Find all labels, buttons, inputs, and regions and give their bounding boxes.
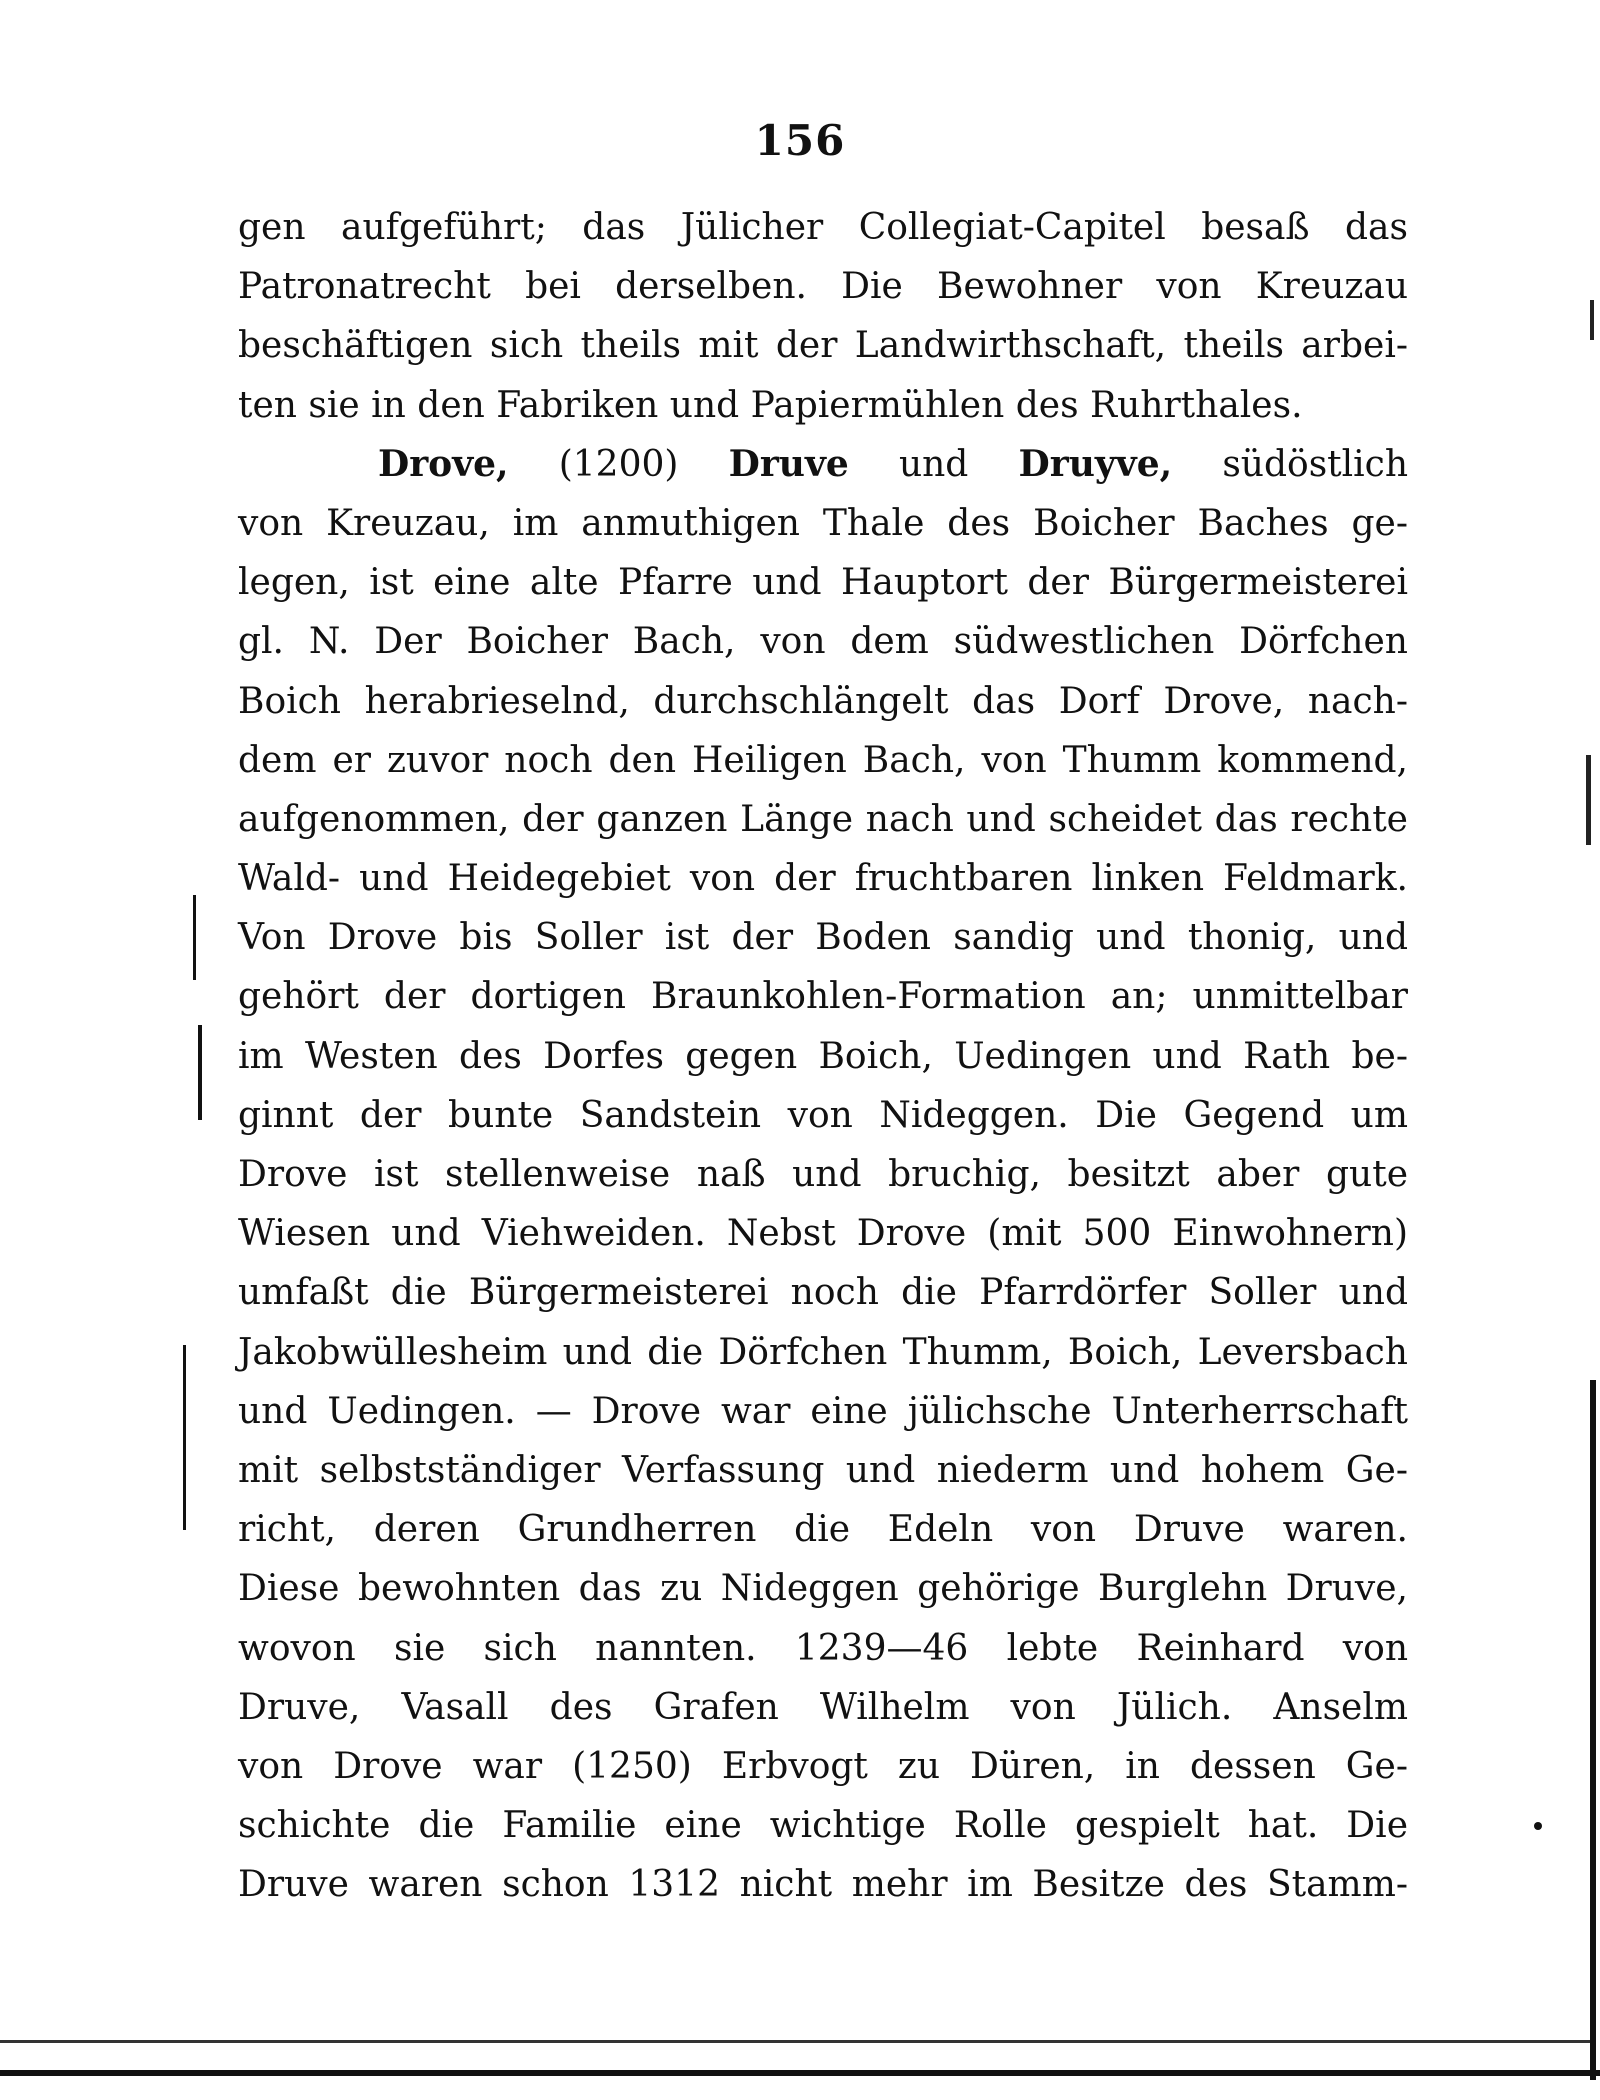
text-line: aufgenommen, der ganzen Länge nach und scheidet das rechte (238, 798, 1408, 840)
text-line: beschäftigen sich theils mit der Landwirthschaft, theils arbei- (238, 325, 1408, 367)
margin-mark (183, 1345, 186, 1530)
text-line: ten sie in den Fabriken und Papiermühlen des Ruhrthales. (238, 384, 1303, 426)
scan-rule (0, 2040, 1590, 2043)
text-line: umfaßt die Bürgermeisterei noch die Pfarrdörfer Soller und (238, 1272, 1408, 1314)
text-line: richt, deren Grundherren die Edeln von Druve waren. (238, 1509, 1408, 1551)
text-line: gehört der dortigen Braunkohlen-Formation an; unmittelbar (238, 976, 1408, 1018)
text-line: Patronatrecht bei derselben. Die Bewohner von Kreuzau (238, 266, 1408, 308)
text-line: im Westen des Dorfes gegen Boich, Uedingen und Rath be- (238, 1035, 1408, 1077)
text-line: Wald- und Heidegebiet von der fruchtbaren linken Feldmark. (238, 858, 1408, 900)
text-line: Von Drove bis Soller ist der Boden sandig und thonig, und (238, 917, 1408, 959)
text-line: und Uedingen. — Drove war eine jülichsche Unterherrschaft (238, 1390, 1408, 1432)
page-edge-mark (1590, 300, 1594, 340)
text-line: wovon sie sich nannten. 1239—46 lebte Reinhard von (238, 1627, 1408, 1669)
text-line: dem er zuvor noch den Heiligen Bach, von Thumm kommend, (238, 739, 1408, 781)
text-line: Drove ist stellenweise naß und bruchig, besitzt aber gute (238, 1154, 1408, 1195)
body-text (238, 198, 1408, 1914)
text-line: Wiesen und Viehweiden. Nebst Drove (mit 500 Einwohnern) (238, 1213, 1408, 1255)
text-line: mit selbstständiger Verfassung und niederm und hohem Ge- (238, 1449, 1408, 1491)
entry-year: (1200) (558, 443, 679, 485)
text-line: schichte die Familie eine wichtige Rolle gespielt hat. Die (238, 1805, 1408, 1847)
scan-rule (0, 2070, 1600, 2076)
text-line: von Drove war (1250) Erbvogt zu Düren, in dessen Ge- (238, 1745, 1408, 1787)
entry-name-druyve: Druyve, (1018, 442, 1173, 485)
margin-mark (193, 895, 196, 980)
entry-heading-line (238, 435, 1408, 494)
text-line: Diese bewohnten das zu Nideggen gehörige Burglehn Druve, (238, 1568, 1408, 1610)
margin-mark (198, 1025, 202, 1120)
page-number: 156 (754, 116, 846, 165)
entry-name-drove: Drove, (378, 442, 509, 485)
page-edge-speck (1534, 1822, 1542, 1830)
text-line: von Kreuzau, im anmuthigen Thale des Boicher Baches ge- (238, 502, 1408, 544)
text-line: legen, ist eine alte Pfarre und Hauptort der Bürgermeisterei (238, 562, 1408, 604)
text-line: gl. N. Der Boicher Bach, von dem südwestlichen Dörfchen (238, 621, 1408, 663)
page-edge-mark (1586, 755, 1591, 845)
entry-name-druve: Druve (728, 442, 849, 485)
text-line: Druve waren schon 1312 nicht mehr im Besitze des Stamm- (238, 1864, 1408, 1906)
text-line: gen aufgeführt; das Jülicher Collegiat-Capitel besaß das (238, 207, 1408, 248)
entry-conjunction: und (898, 443, 969, 485)
text-line: ginnt der bunte Sandstein von Nideggen. Die Gegend um (238, 1094, 1408, 1136)
entry-heading-rest: südöstlich (1222, 443, 1409, 485)
text-line: Druve, Vasall des Grafen Wilhelm von Jülich. Anselm (238, 1686, 1408, 1728)
text-line: Boich herabrieselnd, durchschlängelt das Dorf Drove, nach- (238, 680, 1408, 722)
page-edge (1590, 1380, 1596, 2080)
text-line: Jakobwüllesheim und die Dörfchen Thumm, Boich, Leversbach (238, 1331, 1408, 1373)
